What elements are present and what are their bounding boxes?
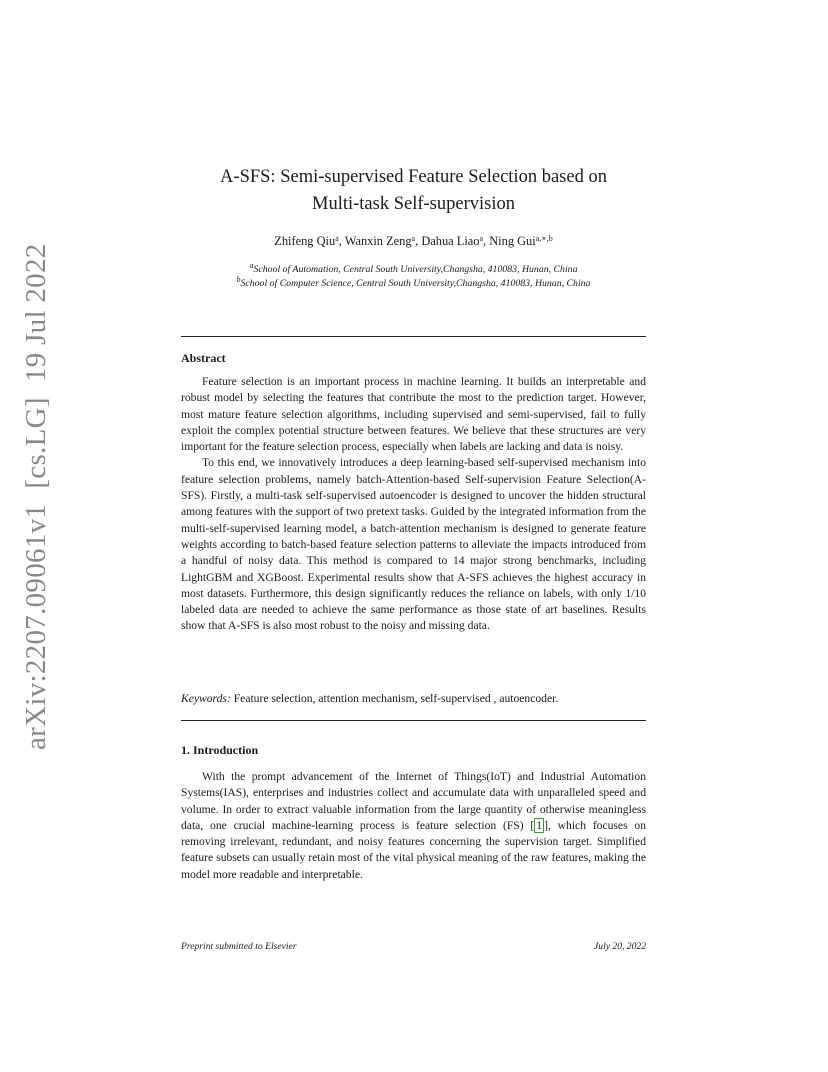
affiliation-mark: b: [236, 275, 241, 284]
footer-preprint-note: Preprint submitted to Elsevier: [181, 941, 297, 952]
introduction-paragraph: [181, 769, 646, 883]
abstract-bottom-rule: [181, 720, 646, 721]
paper-title: [160, 164, 667, 218]
abstract-paragraph: Feature selection is an important process in machine learning. It builds an interpretable and robust model by selecting the features that contribute the most to the prediction target. However, most mature feature selection algorithms, including supervised and semi-supervised, fail to fully exploit the complex potential structure between features. We believe that these structures are very important for the feature selection process, especially when labels are lacking and data is noisy.: [181, 375, 646, 454]
author-affil-mark: a: [479, 234, 484, 243]
affiliation-mark: a: [249, 261, 254, 270]
intro-text-before-citation: With the prompt advancement of the Internet of Things(IoT) and Industrial Automation Systems(IAS), enterprises and industries collect and accumulate data with unparalleled speed and volume. In order to extract valuable information from the large quantity of otherwise meaningless data, one crucial machine-learning process is feature selection (FS) [: [181, 770, 646, 832]
keywords-text: Feature selection, attention mechanism, self-supervised , autoencoder.: [233, 692, 559, 705]
abstract-top-rule: [181, 336, 646, 337]
abstract-heading: Abstract: [181, 351, 226, 365]
page-footer: [181, 941, 646, 952]
title-line-2: Multi-task Self-supervision: [312, 194, 515, 214]
author-name: Wanxin Zeng: [344, 234, 412, 248]
footer-date: July 20, 2022: [594, 941, 646, 952]
keywords-label: Keywords:: [181, 692, 231, 705]
introduction-body: [181, 769, 646, 883]
intro-text-after-citation: ], which focuses on removing irrelevant, redundant, and noisy features concerning the supervision target. Simplified feature subsets can usually retain most of the vital physical meaning of the raw features, making the model more readable and interpretable.: [181, 818, 646, 881]
author-affil-mark: a: [335, 234, 339, 243]
abstract-paragraph: To this end, we innovatively introduces a deep learning-based self-supervised mechanism into feature selection problems, namely batch-Attention-based Self-supervision Feature Selection(A-SFS). Firstly, a multi-task self-supervised autoencoder is designed to uncover the hidden structural among features with the support of two pretext tasks. Guided by the integrated information from the multi-self-supervised learning model, a batch-attention mechanism is designed to generate feature weights according to batch-based feature selection patterns to alleviate the impacts introduced from a handful of noisy data. This method is compared to 14 major strong benchmarks, including LightGBM and XGBoost. Experimental results show that A-SFS achieves the highest accuracy in most datasets. Furthermore, this design significantly reduces the reliance on labels, with only 1/10 labeled data are needed to achieve the same performance as those state of art baselines. Results show that A-SFS is also most robust to the noisy and missing data.: [181, 456, 646, 633]
author-affil-mark: a: [411, 234, 416, 243]
author-name: Dahua Liao: [421, 234, 480, 248]
citation-link[interactable]: 1: [536, 818, 543, 832]
arxiv-identifier-stamp: arXiv:2207.09061v1 [cs.LG] 19 Jul 2022: [20, 243, 52, 750]
title-line-1: A-SFS: Semi-supervised Feature Selection based on: [220, 167, 607, 187]
author-name: Zhifeng Qiu: [274, 234, 336, 248]
author-list: Zhifeng Qiu$^a$, Wanxin Zeng$^a$, Dahua Liao$^a$, Ning Gui$^{a,∗,b}$: [274, 234, 553, 248]
affiliations: [160, 263, 667, 291]
section-heading-introduction: 1. Introduction: [181, 743, 259, 757]
author-name: Ning Gui: [489, 234, 536, 248]
abstract-body: [181, 374, 646, 635]
affiliation-line: [160, 277, 667, 291]
author-affil-mark: a,∗,b: [535, 234, 553, 243]
affiliation-text: School of Computer Science, Central South University,Changsha, 410083, Hunan, China: [240, 278, 591, 289]
keywords-line: [181, 691, 646, 707]
affiliation-text: School of Automation, Central South University,Changsha, 410083, Hunan, China: [253, 264, 578, 275]
